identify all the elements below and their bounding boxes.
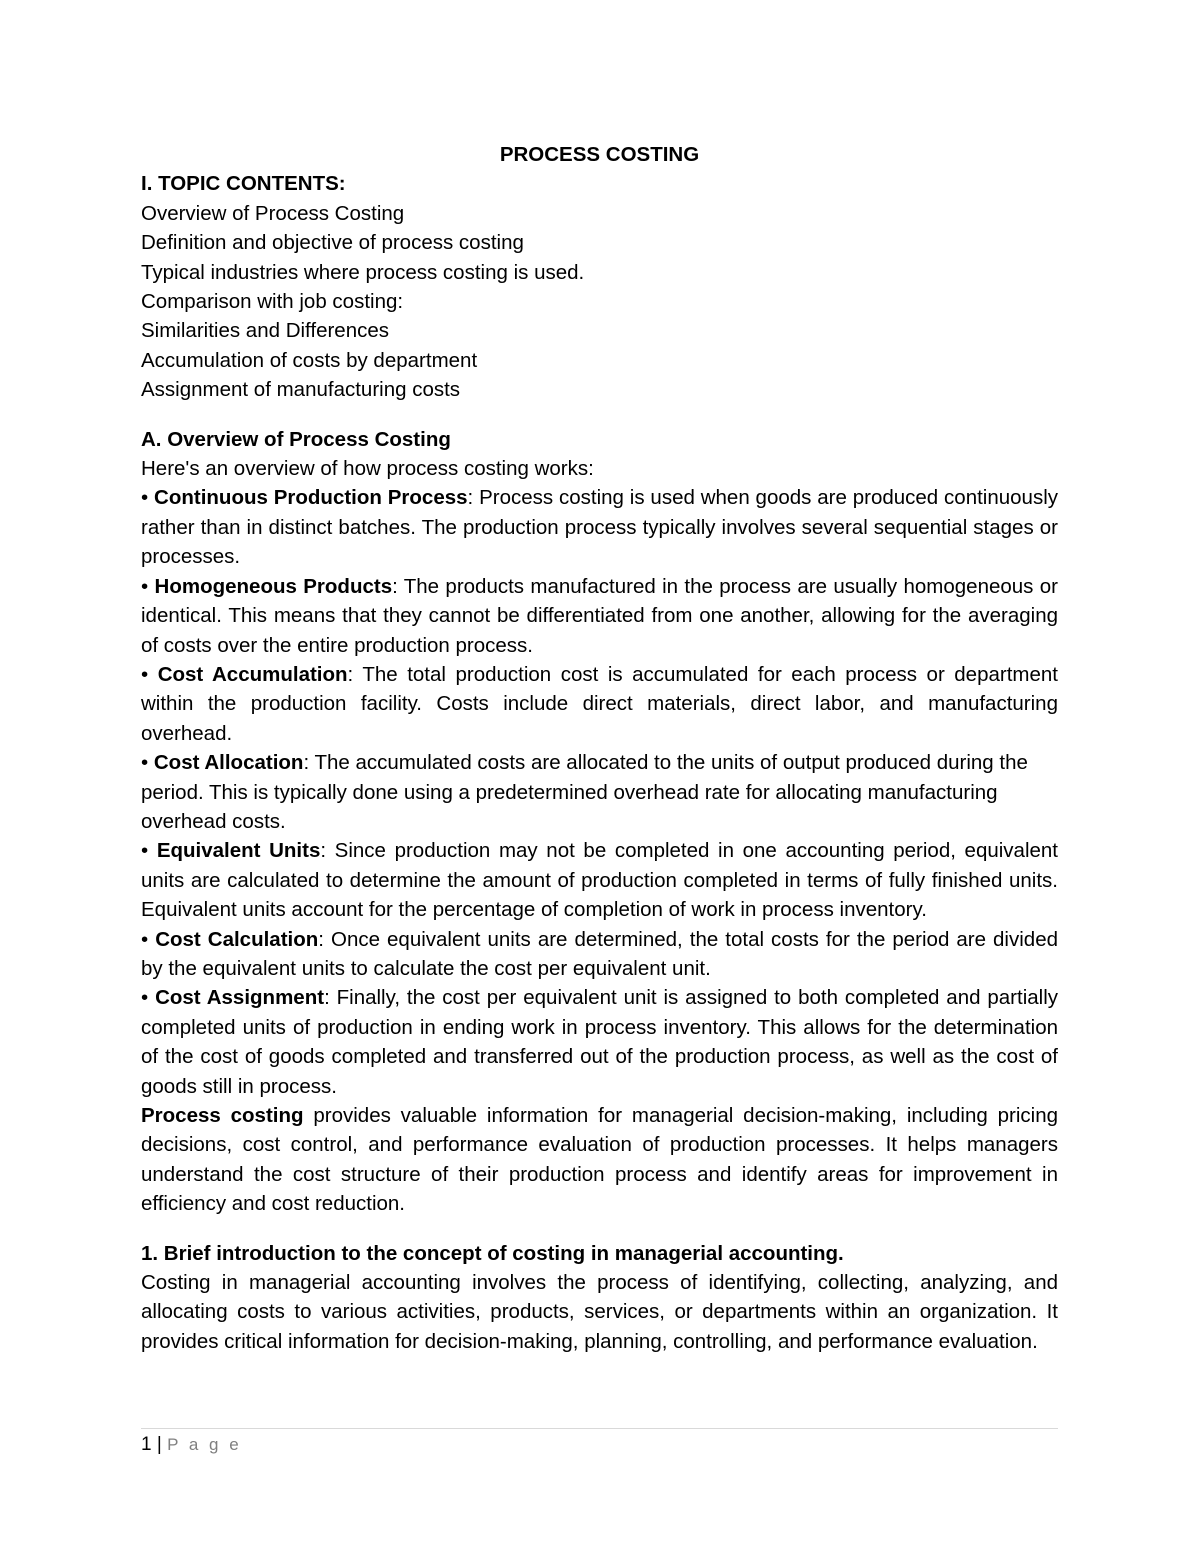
section-1-heading: 1. Brief introduction to the concept of costing in managerial accounting. bbox=[141, 1241, 844, 1265]
bullet-list bbox=[141, 483, 1058, 1101]
section-a-intro: Here's an overview of how process costing works: bbox=[141, 457, 594, 481]
bullet-text: : Process costing is used when goods are produced continuously rather than in distinct batches. The production process typically involves several sequential stages or processes. bbox=[141, 486, 1059, 569]
topic-contents-heading: I. TOPIC CONTENTS: bbox=[141, 172, 346, 196]
section-a-heading: A. Overview of Process Costing bbox=[141, 427, 451, 451]
topic-item: Comparison with job costing: bbox=[141, 290, 404, 314]
topic-item: Accumulation of costs by department bbox=[141, 348, 478, 372]
bullet-item: • Equivalent Units: Since production may not be completed in one accounting period, equivalent units are calculated to determine the amount of production completed in terms of fully finished units. Equivalent units account for the percentage of completion of work in process inventory. bbox=[141, 839, 1059, 922]
bullet-item: • Continuous Production Process: Process costing is used when goods are produced continuously rather than in distinct batches. The production process typically involves several sequential stages or processes. bbox=[141, 486, 1059, 569]
bullet-text: : Finally, the cost per equivalent unit is assigned to both completed and partially completed units of production in ending work in process inventory. This allows for the determination of the cost of goods completed and transferred out of the production process, as well as the cost of goods still in process. bbox=[141, 986, 1059, 1098]
topic-item: Typical industries where process costing is used. bbox=[141, 260, 585, 284]
bullet-item: • Cost Accumulation: The total production cost is accumulated for each process or department within the production facility. Costs include direct materials, direct labor, and manufacturing overhead. bbox=[141, 662, 1058, 745]
page-label: P a g e bbox=[167, 1435, 242, 1454]
bullet-term: Cost Calculation bbox=[155, 927, 319, 951]
topic-item: Overview of Process Costing bbox=[141, 201, 405, 225]
page-footer bbox=[141, 1432, 242, 1458]
bullet-text: : Since production may not be completed in one accounting period, equivalent units are calculated to determine the amount of production completed in terms of fully finished units. Equivalent units account for the percentage of completion of work in process inventory. bbox=[141, 839, 1059, 922]
summary-paragraph bbox=[141, 1101, 1058, 1219]
bullet-text: : The accumulated costs are allocated to the units of output produced during the period. This is typically done using a predetermined overhead rate for allocating manufacturing overhead costs. bbox=[141, 751, 1028, 833]
summary-term: Process costing bbox=[141, 1104, 304, 1127]
topic-item: Similarities and Differences bbox=[141, 319, 390, 343]
bullet-text: : The total production cost is accumulated for each process or department within the production facility. Costs include direct materials, direct labor, and manufacturing overhead. bbox=[141, 662, 1058, 745]
bullet-term: Equivalent Units bbox=[156, 839, 321, 863]
topic-item: Definition and objective of process costing bbox=[141, 231, 524, 255]
page-number: 1 bbox=[141, 1434, 152, 1455]
bullet-item: • Homogeneous Products: The products manufactured in the process are usually homogeneous or identical. This means that they cannot be differentiated from one another, allowing for the averaging of costs over the entire production process. bbox=[141, 574, 1058, 657]
bullet-term: Continuous Production Process bbox=[154, 486, 468, 510]
bullet-item: • Cost Allocation: The accumulated costs are allocated to the units of output produced during the period. This is typically done using a predetermined overhead rate for allocating manufacturing overhead costs. bbox=[141, 751, 1028, 833]
topic-list bbox=[141, 199, 1058, 405]
bullet-term: Cost Assignment bbox=[155, 986, 325, 1010]
page-content bbox=[141, 140, 1058, 1356]
section-1-paragraph: Costing in managerial accounting involves the process of identifying, collecting, analyzing, and allocating costs to various activities, products, services, or departments within an organization. It provides critical information for decision-making, planning, controlling, and performance evaluation. bbox=[141, 1271, 1058, 1353]
bullet-term: Cost Allocation bbox=[153, 751, 304, 775]
topic-item: Assignment of manufacturing costs bbox=[141, 378, 461, 402]
footer-separator: | bbox=[156, 1434, 162, 1455]
summary-text: provides valuable information for managerial decision-making, including pricing decisions, cost control, and performance evaluation of production processes. It helps managers understand the cost structure of their production process and identify areas for improvement in efficiency and cost reduction. bbox=[141, 1104, 1058, 1216]
bullet-item: • Cost Calculation: Once equivalent units are determined, the total costs for the period are divided by the equivalent units to calculate the cost per equivalent unit. bbox=[141, 927, 1058, 980]
bullet-text: : Once equivalent units are determined, the total costs for the period are divided by the equivalent units to calculate the cost per equivalent unit. bbox=[141, 927, 1058, 980]
document-title: PROCESS COSTING bbox=[499, 143, 700, 166]
bullet-term: Cost Accumulation bbox=[157, 662, 348, 686]
bullet-term: Homogeneous Products bbox=[154, 574, 393, 598]
bullet-text: : The products manufactured in the process are usually homogeneous or identical. This means that they cannot be differentiated from one another, allowing for the averaging of costs over the entire production process. bbox=[141, 574, 1058, 657]
bullet-item: • Cost Assignment: Finally, the cost per equivalent unit is assigned to both completed and partially completed units of production in ending work in process inventory. This allows for the determination of the cost of goods completed and transferred out of the production process, as well as the cost of goods still in process. bbox=[141, 986, 1059, 1098]
footer-divider bbox=[141, 1428, 1058, 1429]
